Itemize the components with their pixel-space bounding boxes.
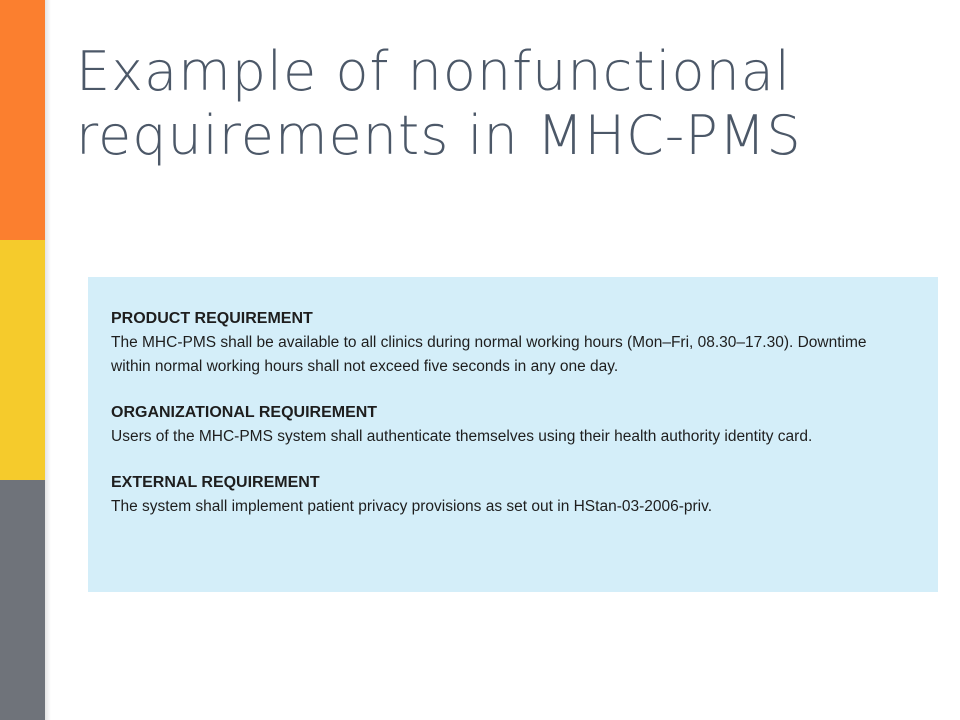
- slide-title: [76, 40, 936, 168]
- accent-bar-shadow: [45, 0, 51, 720]
- requirement-heading: PRODUCT REQUIREMENT: [111, 310, 313, 327]
- slide-title-line-1: Example of nonfunctional: [76, 40, 791, 103]
- requirement-heading: ORGANIZATIONAL REQUIREMENT: [111, 404, 378, 421]
- slide-title-line-2: requirements in MHC-PMS: [76, 104, 802, 167]
- product-requirement: [111, 307, 916, 379]
- accent-bar-gray: [0, 480, 45, 720]
- external-requirement: [111, 471, 916, 519]
- requirement-text-line: Users of the MHC-PMS system shall authenticate themselves using their health authority identity card.: [111, 428, 813, 445]
- organizational-requirement: [111, 401, 916, 449]
- requirement-text-line: The MHC-PMS shall be available to all clinics during normal working hours (Mon–Fri, 08.30–17.30). Downtime: [111, 334, 867, 351]
- requirement-heading: EXTERNAL REQUIREMENT: [111, 474, 320, 491]
- requirement-text-line: The system shall implement patient privacy provisions as set out in HStan-03-2006-priv.: [111, 498, 713, 515]
- accent-bar-yellow: [0, 240, 45, 480]
- accent-bar-orange: [0, 0, 45, 240]
- requirements-box: [88, 277, 938, 592]
- requirement-text-line: within normal working hours shall not exceed five seconds in any one day.: [111, 358, 619, 375]
